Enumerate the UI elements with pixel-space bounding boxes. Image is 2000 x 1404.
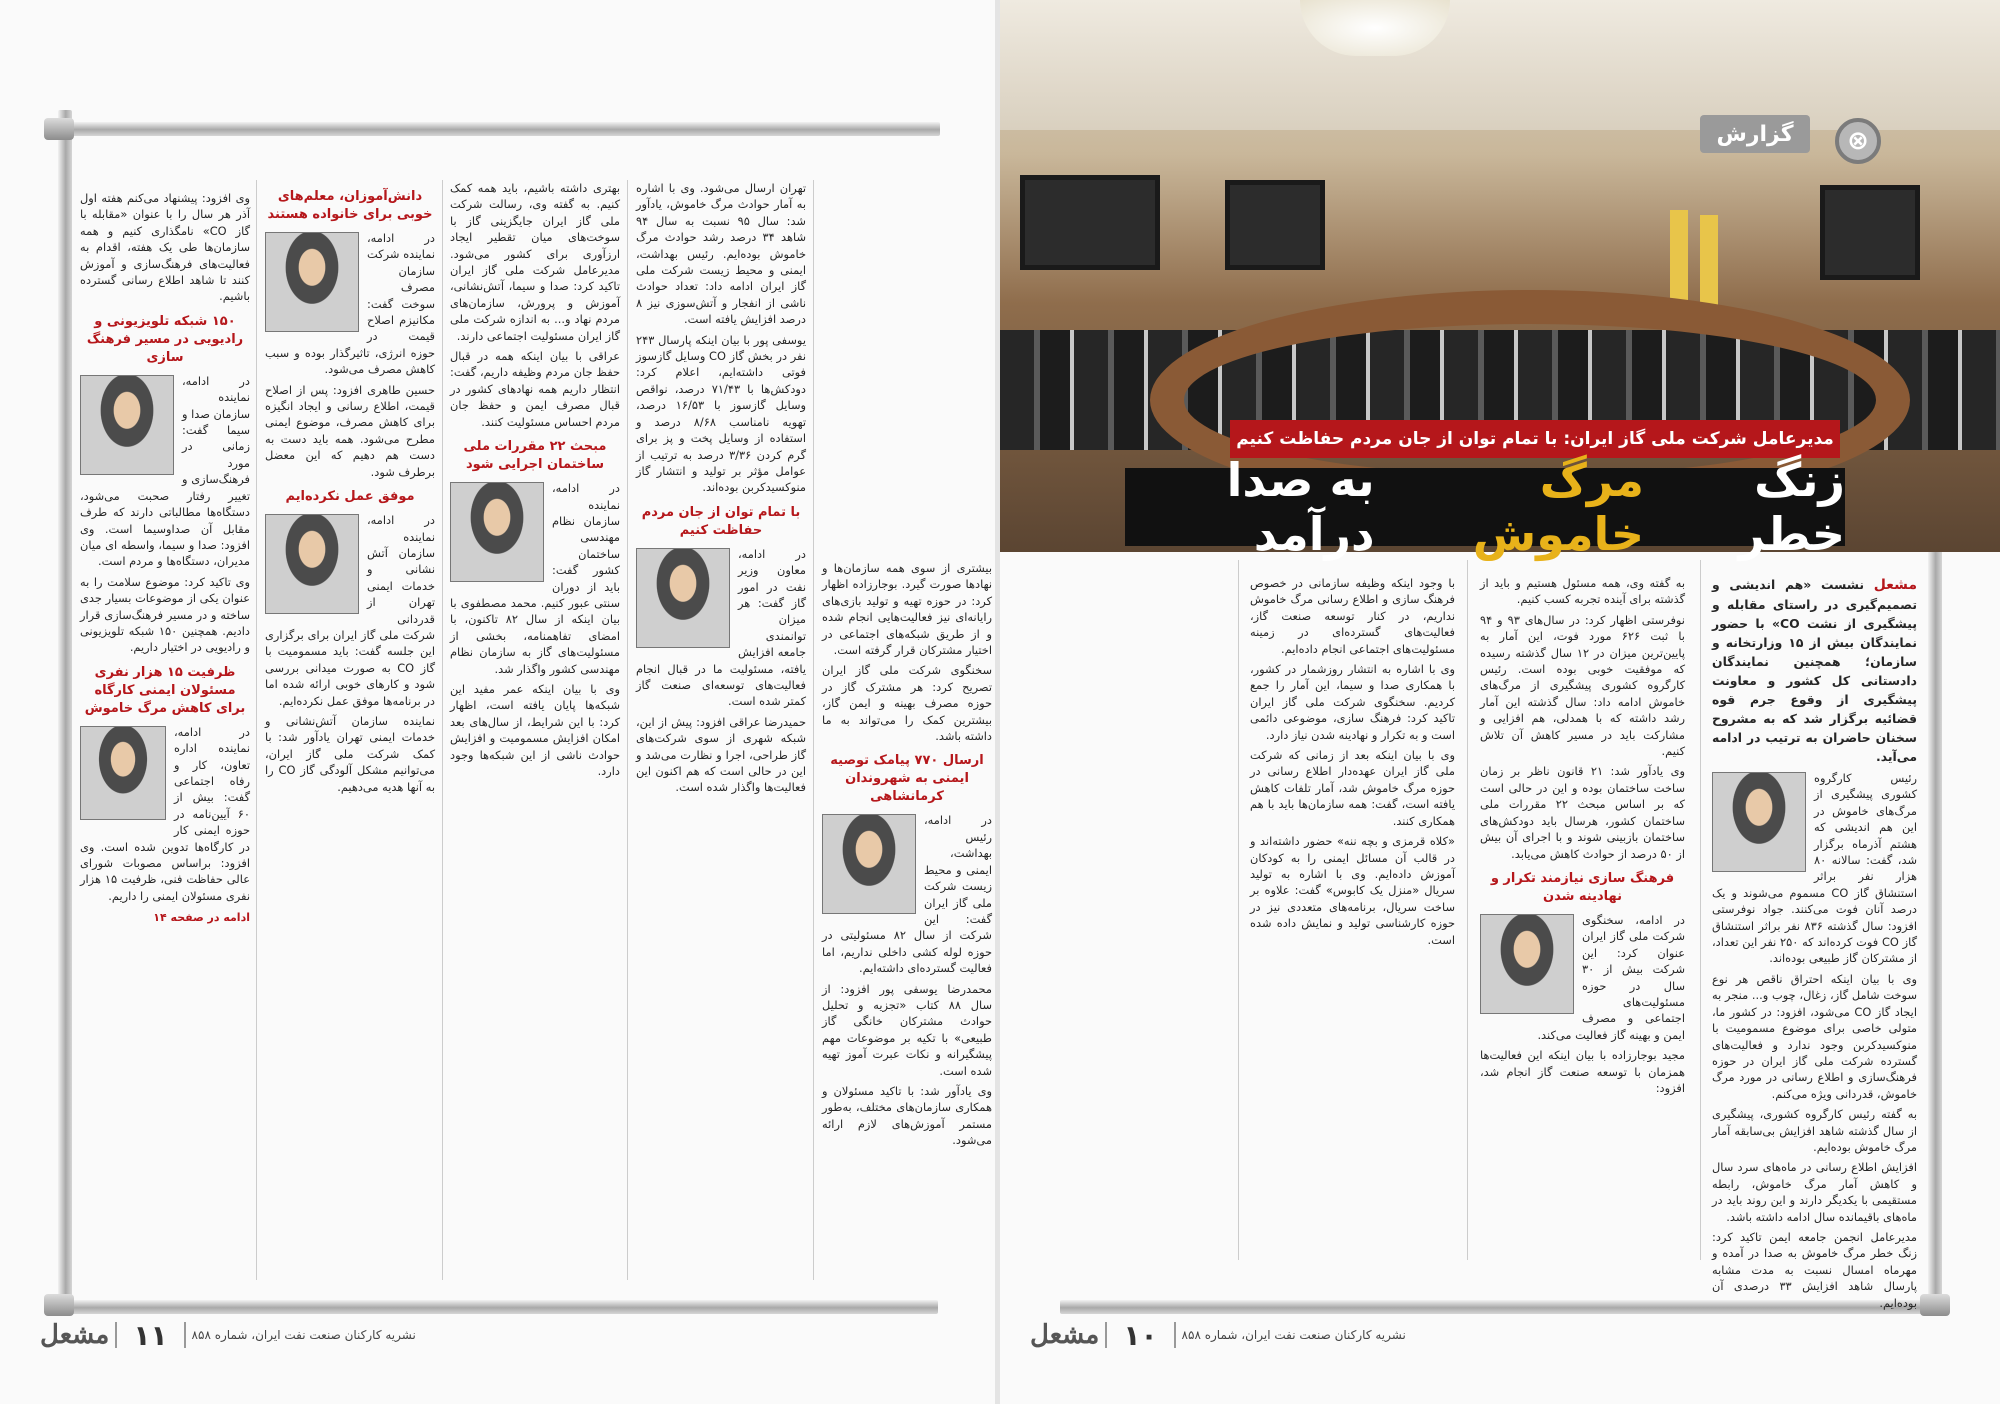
lead-label: مشعل [1873, 577, 1917, 593]
paragraph: در ادامه، نماینده سازمان آتش نشانی و خدمات ایمنی تهران از قدردانی شرکت ملی گاز ایران برای برگزاری این جلسه گفت: باید مسمومیت با گاز CO به صورت میدانی بررسی شود و کارهای خوبی ارائه شده اما در برنامه‌ها موفق عمل نکرده‌ایم. [265, 513, 435, 708]
paragraph: افزایش اطلاع رسانی در ماه‌های سرد سال و کاهش آمار مرگ خاموش، رابطه مستقیمی با یکدیگر دارند و این روند باید در ماه‌های باقیمانده سال ادامه داشته باشد. [1712, 1160, 1917, 1224]
subheading: ظرفیت ۱۵ هزار نفری مسئولان ایمنی کارگاه برای کاهش مرگ خاموش [84, 664, 246, 716]
photo-screen [1820, 185, 1920, 280]
paragraph: در ادامه، معاون وزیر نفت در امور گاز گفت: هر میزان توانمندی جامعه افزایش یافته، مسئولیت ما در قبال انجام فعالیت‌های توسعه‌ای صنعت گاز کمتر شده است. [636, 546, 806, 709]
portrait-photo [80, 375, 174, 475]
paragraph: وی با اشاره به انتشار روزشمار در کشور، با همکاری صدا و سیما، این آمار را جمع کردیم. سخنگوی شرکت ملی گاز ایران تاکید کرد: فرهنگ سازی، موضوعی دائمی است و به تکرار و نهادینه شدن نیاز دارد. [1250, 662, 1455, 742]
paragraph: بیشتری از سوی همه سازمان‌ها و نهادها صورت گیرد. بوجارزاده اظهار کرد: در حوزه تهیه و تولید بازی‌های رایانه‌ای نیز فعالیت‌هایی انجام شده و از طریق شبکه‌های اجتماعی در اختیار مشترکان قرار گرفته است. [822, 561, 992, 658]
article-column-3 [1250, 575, 1455, 1265]
paragraph: بهتری داشته باشیم، باید همه کمک کنیم. به گفته وی، رسالت شرکت ملی گاز ایران جایگزینی گاز با سوخت‌های میان تقطیر ایجاد ارزآوری برای کشور می‌شود. مدیرعامل شرکت ملی گاز ایران تاکید کرد: صدا و سیما، آتش‌نشانی، آموزش و پرورش، سازمان‌های مردم نهاد و... به اندازه شرکت ملی گاز ایران مسئولیت اجتماعی دارند. [450, 181, 620, 343]
portrait-photo [636, 548, 730, 648]
pipe-joint [1920, 1294, 1950, 1316]
footer-divider [1174, 1322, 1176, 1348]
left-page [0, 0, 995, 1404]
footer-right [1030, 1318, 1930, 1352]
page-number: ۱۱ [133, 1318, 168, 1352]
paragraph: به گفته رئیس کارگروه کشوری، پیشگیری از سال گذشته شاهد افزایش بی‌سابقه آمار مرگ خاموش بوده‌ایم. [1712, 1107, 1917, 1154]
headline-part1: زنگ خطر [1738, 453, 1845, 561]
photo-screen [1225, 180, 1325, 270]
paragraph: وی یادآور شد: ۲۱ قانون ناظر بر زمان ساخت ساختمان بوده و این در حالی است که بر اساس مبحث ۲۲ مقررات ملی ساختمان کشور، هرسال باید دودکش‌های ساختمان بازبینی شوند و با اجرای آن بیش از ۵۰ درصد از حوادث کاهش می‌یابد. [1480, 764, 1685, 861]
paragraph: نوفرستی اظهار کرد: در سال‌های ۹۳ و ۹۴ با ثبت ۶۲۶ مورد فوت، این آمار به پایین‌ترین میزان در ۱۲ سال گذشته رسیده که موفقیت خوبی بوده است. رئیس کارگروه کشوری پیشگیری از مرگ‌های خاموش ادامه داد: سال گذشته این آمار رشد داشته که با همدلی، هم افزایی و مشارکت باید در مسیر کاهش آن تلاش کنیم. [1480, 612, 1685, 759]
section-label: گزارش [1700, 115, 1810, 153]
paragraph: با وجود اینکه وظیفه سازمانی در خصوص فرهنگ سازی و اطلاع رسانی مرگ خاموش نداریم، در کنار توسعه صنعت گاز، فعالیت‌های گسترده‌ای در زمینه مسئولیت‌های اجتماعی انجام داده‌ایم. [1250, 576, 1455, 656]
article-column-2 [1480, 575, 1685, 1265]
footer-divider [1105, 1322, 1107, 1348]
footer-divider [184, 1322, 186, 1348]
pipe-top-left [60, 122, 940, 136]
portrait-photo [1712, 772, 1806, 872]
headline-highlight: مرگ خاموش [1472, 453, 1644, 561]
valve-icon: ⊗ [1835, 118, 1881, 164]
paragraph: وی با بیان اینکه بعد از زمانی که شرکت ملی گاز ایران عهده‌دار اطلاع رسانی در حوزه مرگ خاموش شد، آمار تلفات کاهش یافته است، گفت: همه سازمان‌ها باید با هم همکاری کنند. [1250, 748, 1455, 828]
paragraph: عراقی با بیان اینکه همه در قبال حفظ جان مردم وظیفه داریم، گفت: انتظار داریم همه نهادهای کشور در قبال مصرف ایمن و حفظ جان مردم احساس مسئولیت کنند. [450, 349, 620, 429]
publication-info: نشریه کارکنان صنعت نفت ایران، شماره ۸۵۸ [1181, 1328, 1406, 1342]
paragraph: رئیس کارگروه کشوری پیشگیری از مرگ‌های خاموش در این هم اندیشی که هشتم آذرماه برگزار شد، گفت: سالانه ۸۰ هزار نفر براثر استنشاق گاز CO مسموم می‌شوند و یک درصد آنان فوت می‌کنند. جواد نوفرستی افزود: سال گذشته ۸۳۶ نفر براثر استنشاق گاز CO فوت کرده‌اند که ۲۵۰ نفر این تعداد، از مشترکان گاز طبیعی بوده‌اند. [1712, 771, 1917, 966]
paragraph: در ادامه، نماینده شرکت سازمان مصرف سوخت گفت: مکانیزم اصلاح قیمت در حوزه انرژی، تاثیرگذار بوده و سبب کاهش مصرف می‌شود. [265, 231, 435, 377]
publication-info: نشریه کارکنان صنعت نفت ایران، شماره ۸۵۸ [191, 1328, 416, 1342]
portrait-photo [265, 232, 359, 332]
paragraph: وی با بیان اینکه عمر مفید این شبکه‌ها پایان یافته است، اظهار کرد: با این شرایط، از سال‌های بعد امکان افزایش مسمومیت و افزایش حوادث ناشی از این شبکه‌ها وجود دارد. [450, 681, 620, 778]
paragraph: تهران ارسال می‌شود. وی با اشاره به آمار حوادث مرگ خاموش، یادآور شد: سال ۹۵ نسبت به سال ۹۴ شاهد ۳۴ درصد رشد حوادث مرگ خاموش بوده‌ایم. رئیس بهداشت، ایمنی و محیط زیست شرکت ملی گاز ایران ادامه داد: تعداد حوادث ناشی از انفجار و آتش‌سوزی نیز ۸ درصد افزایش یافته است. [636, 181, 807, 327]
article-column-6 [450, 180, 620, 1280]
article-column-4 [822, 560, 992, 1280]
column-divider [1700, 560, 1701, 1260]
paragraph: حسین طاهری افزود: پس از اصلاح قیمت، اطلاع رسانی و ایجاد انگیزه برای کاهش مصرف، موضوع ایمنی مطرح می‌شود. همه باید دست به دست هم دهیم که این معضل برطرف شود. [265, 382, 435, 479]
paragraph: «کلاه قرمزی و بچه ننه» حضور داشته‌اند و در قالب آن مسائل ایمنی را به کودکان آموزش داده‌ایم. وی با اشاره به تولید سریال «منزل یک کابوس» گفت: علاوه بر ساخت سریال، برنامه‌های متعددی نیز در حوزه کارشناسی تولید و نمایش داده شده است. [1250, 834, 1455, 947]
continued-note[interactable]: ادامه در صفحه ۱۴ [153, 911, 250, 925]
subheading: ارسال ۷۷۰ پیامک توصیه ایمنی به شهروندان کرمانشاهی [830, 753, 984, 805]
paragraph: در ادامه، رئیس بهداشت، ایمنی و محیط زیست شرکت ملی گاز ایران گفت: این شرکت از سال ۸۲ مسئولیتی در حوزه لوله کشی داخلی نداریم، اما فعالیت گسترده‌ای داشته‌ایم. [822, 813, 992, 976]
column-divider [627, 180, 628, 1280]
subheading: موفق عمل نکرده‌ایم [285, 489, 415, 505]
headline [1125, 453, 1845, 561]
page-number: ۱۰ [1123, 1318, 1158, 1352]
pipe-left [58, 110, 72, 1310]
portrait-photo [265, 514, 359, 614]
column-divider [256, 180, 257, 1280]
paragraph: مجید بوجارزاده با بیان اینکه این فعالیت‌ها همزمان با توسعه صنعت گاز انجام شد، افزود: [1480, 1048, 1685, 1095]
pipe-bottom-left [58, 1300, 938, 1314]
photo-ceiling [1000, 0, 2000, 130]
portrait-photo [1480, 914, 1574, 1014]
publication-logo: مشعل [1030, 1320, 1100, 1350]
publication-logo: مشعل [40, 1320, 110, 1350]
paragraph: سخنگوی شرکت ملی گاز ایران تصریح کرد: هر مشترک گاز در حوزه مصرف بهینه و ایمن گاز، بیشترین کمک را می‌تواند به ما داشته باشد. [822, 663, 992, 744]
paragraph: محمدرضا یوسفی پور افزود: از سال ۸۸ کتاب «تجزیه و تحلیل حوادث مشترکان خانگی گاز طبیعی» با تکیه بر موضوعات مهم پیشگیرانه و نکات عبرت آموز تهیه شده است. [822, 981, 992, 1078]
article-column-8 [80, 190, 250, 1280]
subheading: دانش‌آموزان، معلم‌های خوبی برای خانواده هستند [267, 189, 433, 222]
paragraph: در ادامه، نماینده سازمان نظام مهندسی ساختمان کشور گفت: باید از دوران سنتی عبور کنیم. محمد مصطفوی با بیان اینکه از سال ۸۲ تاکنون، با امضای تفاهمنامه، بخشی از مسئولیت‌های گاز به سازمان نظام مهندسی کشور واگذار شد. [450, 481, 620, 676]
subheading: فرهنگ سازی نیازمند تکرار و نهادینه شدن [1490, 870, 1675, 904]
column-divider [442, 180, 443, 1280]
article-column-1 [1712, 575, 1918, 1310]
column-divider [1238, 560, 1239, 1260]
column-divider [1467, 560, 1468, 1260]
paragraph: وی افزود: پیشنهاد می‌کنم هفته اول آذر هر سال را با عنوان «مقابله با گاز CO» نامگذاری کنیم و همه سازمان‌ها طی یک هفته، اقدام به فعالیت‌های فرهنگ‌سازی و آموزش کنند تا شاهد اطلاع رسانی گسترده باشیم. [80, 191, 251, 304]
footer-left [40, 1318, 940, 1352]
paragraph: به گفته وی، همه مسئول هستیم و باید از گذشته برای آینده تجربه کسب کنیم. [1480, 576, 1685, 607]
portrait-photo [450, 482, 544, 582]
pipe-joint [44, 118, 74, 140]
lead-text: نشست «هم اندیشی و تصمیم‌گیری در راستای مقابله و پیشگیری از نشت CO» با حضور نمایندگان بیش از ۱۵ وزارتخانه و سازمان؛ همچنین نمایندگان دادستانی کل کشور و معاونت پیشگیری از وقوع جرم قوه قضائیه برگزار شد که به مشروح سخنان حاضران به ترتیب در ادامه می‌آید. [1712, 577, 1917, 764]
paragraph: یوسفی پور با بیان اینکه پارسال ۲۴۳ نفر در بخش گاز CO وسایل گازسوز فوتی داشته‌ایم، اعلام کرد: دودکش‌ها با ۷۱/۴۳ درصد، نواقص وسایل گازسوز با ۱۶/۵۳ درصد، تهویه نامناسب ۸/۶۸ درصد و استفاده از وسایل پخت و پز برای گرم کردن ۳/۳۶ درصد به ترتیب از عوامل مؤثر بر تولید و انتشار گاز منوکسیدکربن بوده‌اند. [636, 332, 806, 495]
lead-paragraph [1712, 575, 1917, 766]
headline-part2: به صدا درآمد [1226, 453, 1375, 561]
subheading: ۱۵۰ شبکه تلویزیونی و رادیویی در مسیر فرهنگ سازی [86, 313, 244, 365]
paragraph: در ادامه، سخنگوی شرکت ملی گاز ایران عنوان کرد: این شرکت بیش از ۳۰ سال در حوزه مسئولیت‌های اجتماعی و مصرف ایمن و بهینه گاز فعالیت می‌کند. [1537, 912, 1685, 1042]
paragraph: وی تاکید کرد: موضوع سلامت را به عنوان یکی از موضوعات بسیار جدی ساخته و در مسیر فرهنگ‌سازی قرار دادیم. همچنین ۱۵۰ شبکه تلویزیونی و رادیویی در اختیار داریم. [80, 574, 250, 655]
paragraph: در ادامه، نماینده اداره تعاون، کار و رفاه اجتماعی گفت: بیش از ۶۰ آیین‌نامه در حوزه ایمنی کار در کارگاه‌ها تدوین شده است. وی افزود: براساس مصوبات شورای عالی حفاظت فنی، ظرفیت ۱۵ هزار نفری مسئولان ایمنی را داریم. [80, 724, 250, 903]
photo-screen [1020, 175, 1160, 270]
portrait-photo [822, 814, 916, 914]
paragraph: نماینده سازمان آتش‌نشانی و خدمات ایمنی تهران یادآور شد: با کمک شرکت ملی گاز ایران، می‌توانیم مشکل آلودگی گاز CO را به آنها هدیه می‌دهیم. [265, 713, 435, 794]
paragraph: در ادامه، نماینده سازمان صدا و سیما گفت: زمانی در مورد فرهنگ‌سازی و تغییر رفتار صحبت می‌شود، دستگاه‌ها مطالباتی دارند که طرف مقابل آن صداوسیما است. وی افزود: صدا و سیما، واسطه ای میان مدیران، دستگاه‌ها و مردم است. [80, 373, 250, 569]
subheading: مبحث ۲۲ مقررات ملی ساختمان اجرایی شود [463, 439, 607, 473]
paragraph: حمیدرضا عراقی افزود: پیش از این، شبکه شهری از سوی شرکت‌های گاز طراحی، اجرا و نظارت می‌شد و این در حالی است که هم اکنون این فعالیت‌ها واگذار شده است. [636, 714, 806, 795]
paragraph: وی یادآور شد: با تاکید مسئولان و همکاری سازمان‌های مختلف، به‌طور مستمر آموزش‌های لازم ارائه می‌شود. [822, 1083, 992, 1148]
portrait-photo [80, 726, 166, 820]
paragraph: وی با بیان اینکه احتراق ناقص هر نوع سوخت شامل گاز، زغال، چوب و... منجر به ایجاد گاز CO می‌شود، افزود: در کشور ما، متولی خاصی برای موضوع مسمومیت با منوکسیدکربن وجود ندارد و فعالیت‌های گسترده شرکت ملی گاز ایران در حوزه فرهنگ‌سازی و اطلاع رسانی در مورد مرگ خاموش، قدردانی ویژه می‌کنم. [1712, 971, 1917, 1101]
column-divider [813, 180, 814, 1280]
pipe-joint [44, 1294, 74, 1316]
headline-kicker: مدیرعامل شرکت ملی گاز ایران: با تمام توان از جان مردم حفاظت کنیم [1230, 420, 1840, 458]
article-column-7 [265, 180, 435, 1280]
subheading: با تمام توان از جان مردم حفاظت کنیم [641, 504, 801, 538]
article-column-5 [636, 180, 806, 1280]
paragraph: مدیرعامل انجمن جامعه ایمن تاکید کرد: زنگ خطر مرگ خاموش به صدا در آمده و مهرماه امسال نسبت به مدت مشابه پارسال شاهد افزایش ۳۳ درصدی آن بوده‌ایم. [1712, 1229, 1918, 1310]
footer-divider [115, 1322, 117, 1348]
